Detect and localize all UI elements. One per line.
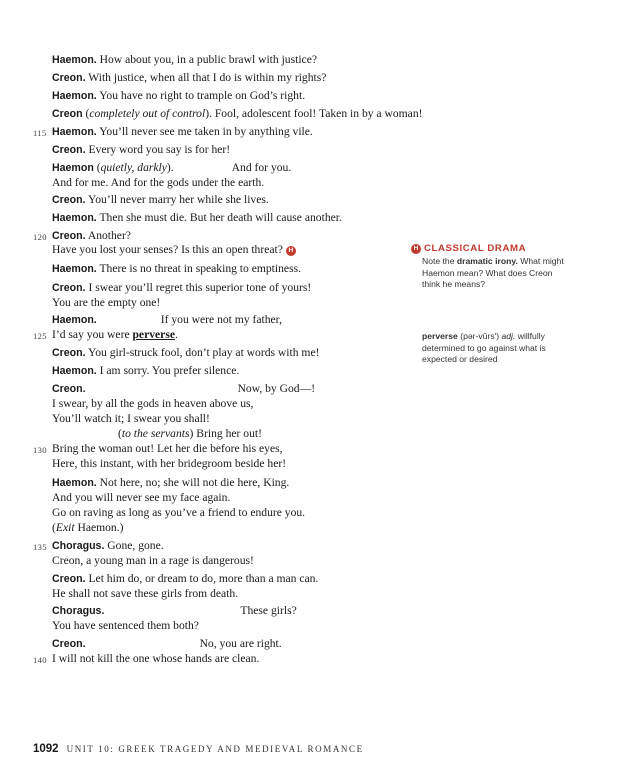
speaker-name: Creon. [52,72,86,84]
dialogue-line: (to the servants) Bring her out! [118,427,262,440]
unit-title: UNIT 10: GREEK TRAGEDY AND MEDIEVAL ROMANCE [66,744,364,754]
speaker-name: Creon. [52,230,86,242]
dialogue-line: Creon. No, you are right. [52,637,282,650]
vocab-term-link[interactable]: perverse [132,328,175,341]
dialogue-line: Haemon. You have no right to trample on God’s right. [52,89,306,102]
speaker-name: Haemon. [52,263,97,275]
dialogue-line: Choragus. These girls? [52,604,297,617]
speaker-name: Creon. [52,383,86,395]
speaker-name: Haemon. [52,212,97,224]
stage-direction: to the servants [121,427,190,440]
dialogue-line: Bring the woman out! Let her die before his eyes, [52,442,283,455]
dialogue-line: You have sentenced them both? [52,619,199,632]
stage-direction: completely out of control [89,107,206,120]
dialogue-line: Choragus. Gone, gone. [52,539,164,552]
speaker-name: Creon. [52,347,86,359]
dialogue-line: Creon. Now, by God—! [52,382,316,395]
vocab-word: perverse [422,331,458,341]
speaker-name: Haemon. [52,54,97,66]
dialogue-line: Haemon. Then she must die. But her death will cause another. [52,211,342,224]
page-footer [33,743,364,755]
dialogue-line: Haemon. How about you, in a public brawl with justice? [52,53,317,66]
sidebar-note: Note the dramatic irony. What might Haemon mean? What does Creon think he means? [422,256,564,289]
dialogue-line: You are the empty one! [52,296,161,309]
line-number: 135 [33,542,47,552]
line-number: 125 [33,331,47,341]
dialogue-line: (Exit Haemon.) [52,521,124,534]
dialogue-line: Creon. You’ll never marry her while she lives. [52,193,269,206]
dialogue-line: Haemon. If you were not my father, [52,313,282,326]
dialogue-line: Have you lost your senses? Is this an open threat? H [52,243,296,257]
line-number: 120 [33,232,47,242]
dialogue-line: Creon. Another? [52,229,131,242]
speaker-name: Creon [52,108,83,120]
line-number: 115 [33,128,47,138]
dialogue-line: Creon. I swear you’ll regret this superior tone of yours! [52,281,312,294]
page-number: 1092 [33,743,59,755]
sidebar-heading: CLASSICAL DRAMA [424,243,527,254]
dialogue-line: Haemon. There is no threat in speaking to emptiness. [52,262,301,275]
dialogue-line: I swear, by all the gods in heaven above us, [52,397,254,410]
speaker-name: Haemon [52,162,94,174]
dialogue-line: Creon. Let him do, or dream to do, more than a man can. [52,572,319,585]
speaker-name: Creon. [52,282,86,294]
dialogue-line: Haemon (quietly, darkly). And for you. [52,161,292,174]
dialogue-line: He shall not save these girls from death. [52,587,239,600]
speaker-name: Haemon. [52,90,97,102]
dialogue-line: Creon. Every word you say is for her! [52,143,231,156]
dialogue-line: Go on raving as long as you’ve a friend to endure you. [52,506,306,519]
speaker-name: Creon. [52,573,86,585]
dialogue-line: And for me. And for the gods under the earth. [52,176,265,189]
speaker-name: Haemon. [52,365,97,377]
line-number: 140 [33,655,47,665]
speaker-name: Creon. [52,194,86,206]
dialogue-line: Creon. You girl-struck fool, don’t play at words with me! [52,346,320,359]
note-marker-icon[interactable]: H [411,244,421,254]
dialogue-line: Haemon. Not here, no; she will not die here, King. [52,476,290,489]
dialogue-line: Creon. With justice, when all that I do is within my rights? [52,71,327,84]
speaker-name: Haemon. [52,126,97,138]
dialogue-line: I’d say you were perverse. [52,328,178,341]
line-number: 130 [33,445,47,455]
speaker-name: Creon. [52,144,86,156]
stage-direction: Exit [55,521,75,534]
speaker-name: Creon. [52,638,86,650]
dialogue-line: Haemon. I am sorry. You prefer silence. [52,364,240,377]
dialogue-line: I will not kill the one whose hands are clean. [52,652,260,665]
speaker-name: Haemon. [52,314,97,326]
dialogue-line: Creon (completely out of control). Fool, adolescent fool! Taken in by a woman! [52,107,423,120]
note-marker-icon[interactable]: H [286,246,296,256]
dialogue-line: Here, this instant, with her bridegroom beside her! [52,457,287,470]
speaker-name: Choragus. [52,605,105,617]
dialogue-line: You’ll watch it; I swear you shall! [52,412,210,425]
stage-direction: quietly, darkly [100,161,167,174]
speaker-name: Choragus. [52,540,105,552]
dialogue-line: And you will never see my face again. [52,491,231,504]
dialogue-line: Creon, a young man in a rage is dangerous! [52,554,254,567]
dialogue-line: Haemon. You’ll never see me taken in by anything vile. [52,125,313,138]
vocab-definition: perverse (pər-vûrs′) adj. willfully determined to go against what is expected or desired [422,331,546,364]
speaker-name: Haemon. [52,477,97,489]
